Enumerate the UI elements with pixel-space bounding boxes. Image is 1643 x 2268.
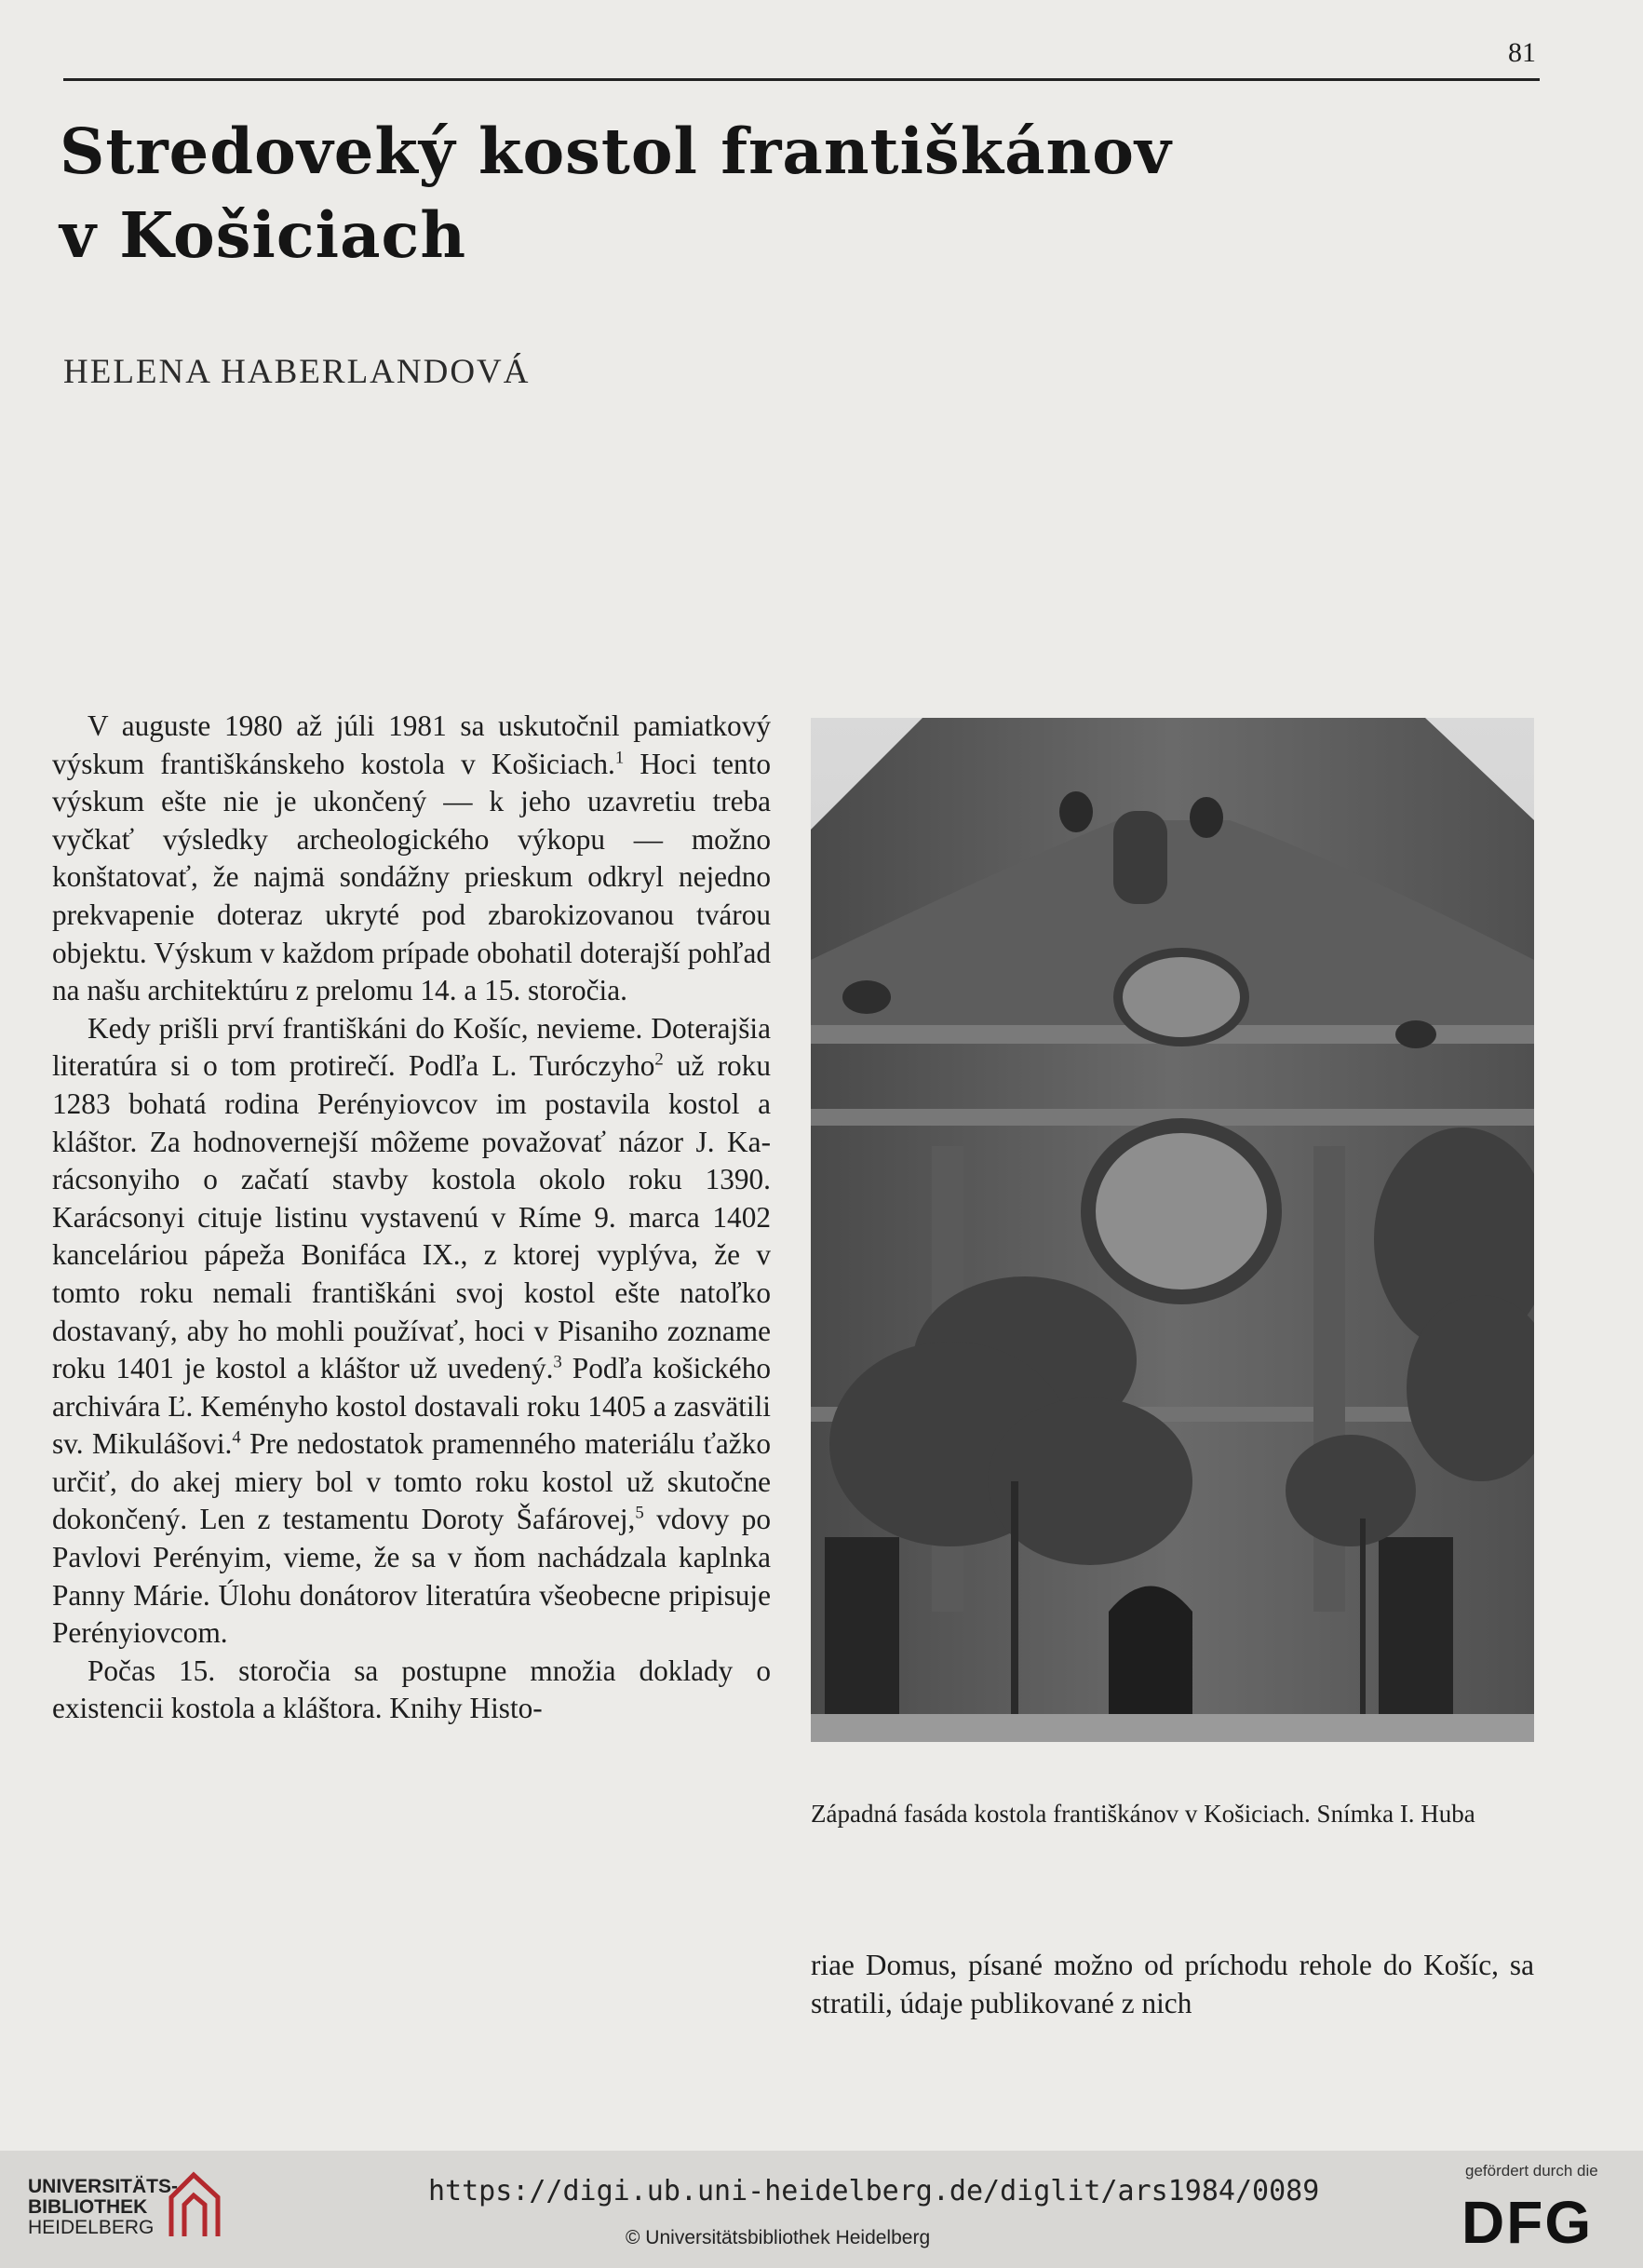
dfg-logo: DFG	[1461, 2189, 1594, 2256]
right-column: riae Domus, písané možno od príchodu rehole do Košíc, sa stratili, údaje publikované z nich	[811, 1949, 1534, 2019]
source-url-link[interactable]: https://digi.ub.uni-heidelberg.de/diglit/ars1984/0089	[428, 2175, 1320, 2207]
body-paragraph	[52, 1010, 771, 1653]
paragraph-text: Hoci tento výskum ešte nie je ukončený — k jeho uzavretiu treba vyčkať výsledky archeologického výkopu — možno konštatovať, že najmä sondážny prieskum odkryl nejedno prekvapenie doteraz ukryté pod zbarokizovanou tvárou objektu. Výskum v každom prípade obohatil doterajší pohľad na našu architektúru z prelomu 14. a 15. storočia.	[52, 747, 771, 1007]
logo-line: BIBLIOTHEK	[28, 2196, 148, 2218]
footnote-marker: 2	[654, 1049, 664, 1070]
footnote-marker: 5	[635, 1504, 644, 1524]
paragraph-text: vdovy po Pavlovi Perényim, vieme, že sa v ňom nachádzala kaplnka Panny Márie. Úlohu donátorov literatúra všeobecne pripisuje Perényiovcom.	[52, 1503, 771, 1650]
top-rule	[63, 78, 1540, 81]
author-name: HELENA HABERLANDOVÁ	[63, 353, 531, 391]
logo-line: HEIDELBERG	[28, 2217, 155, 2238]
body-paragraph	[52, 708, 771, 1010]
footnote-marker: 4	[232, 1427, 241, 1448]
logo-line: UNIVERSITÄTS-	[28, 2176, 179, 2197]
left-column	[52, 708, 771, 1728]
paragraph-text: Podľa košického archivára Ľ. Keményho kostol dostavali roku 1405 a zasvätili sv. Mikulášovi.	[52, 1352, 771, 1461]
copyright-notice: © Universitätsbibliothek Heidelberg	[626, 2227, 931, 2248]
paragraph-text: Kedy prišli prví františkáni do Košíc, nevieme. Doterajšia literatúra si o tom protirečí. Podľa L. Turóczyho	[52, 1011, 771, 1083]
paragraph-text: už roku 1283 bohatá rodina Perényiovcov im postavila kostol a kláštor. Za hodnovernejší môžeme považovať názor J. Karácsonyiho o začatí stavby kostola okolo roku 1390. Karácsonyi cituje listinu vystavenú v Ríme 9. marca 1402 kanceláriou pápeža Bonifáca IX., z ktorej vyplýva, že v tomto roku nemali františkáni svoj kostol ešte natoľko dostavaný, aby ho mohli používať, hoci v Pisaniho zozname roku 1401 je kostol a kláštor už uvedený.	[52, 1049, 771, 1385]
paragraph-text: Pre nedostatok pramenného materiálu ťažko určiť, do akej miery bol v tomto roku kostol už skutočne dokončený. Len z testamentu Doroty Šafárovej,	[52, 1427, 771, 1536]
paragraph-text: Počas 15. storočia sa postupne množia doklady o existencii kostola a kláštora. Knihy Histo-	[52, 1654, 771, 1725]
footer-bar	[0, 2151, 1643, 2268]
page-number: 81	[1508, 37, 1536, 68]
footnote-marker: 3	[553, 1352, 562, 1372]
title-line: Stredoveký kostol františkánov	[60, 115, 1172, 188]
body-paragraph	[52, 1653, 771, 1728]
photo-caption: Západná fasáda kostola františkánov v Košiciach. Snímka I. Huba	[811, 1800, 1475, 1828]
dfg-funding-note: gefördert durch die	[1465, 2162, 1598, 2180]
facade-photo	[811, 718, 1534, 1742]
library-emblem-icon	[166, 2169, 223, 2244]
title-line: v Košiciach	[60, 198, 467, 272]
article-title	[60, 110, 1270, 277]
paragraph-text: V auguste 1980 až júli 1981 sa uskutočnil pamiatkový výskum františkánskeho kostola v Košiciach.	[52, 709, 771, 780]
footnote-marker: 1	[614, 748, 625, 768]
church-facade-image	[811, 718, 1534, 1742]
